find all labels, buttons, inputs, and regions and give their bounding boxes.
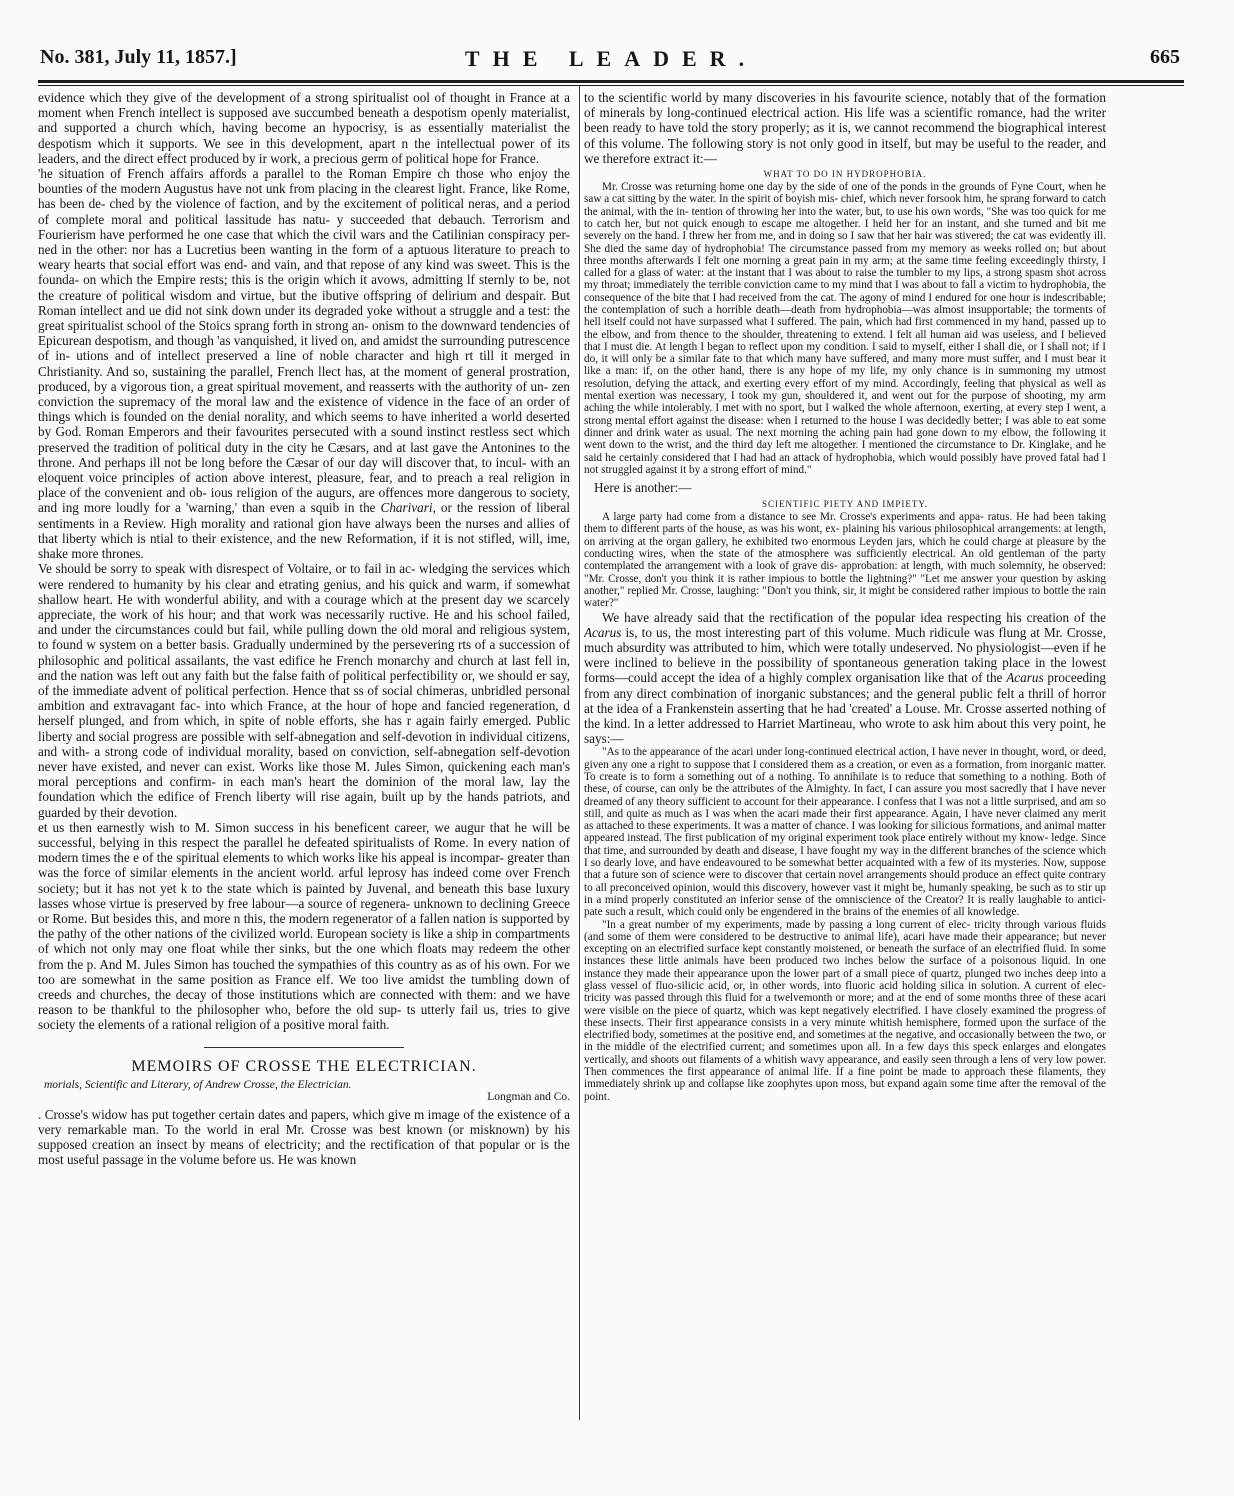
- left-column: [38, 90, 570, 1426]
- left-paragraph-2: [38, 166, 570, 561]
- right-column: [584, 90, 1106, 1426]
- left-paragraph-3: Ve should be sorry to speak with disrespect of Voltaire, or to fail in ac- wledging the services which were rendered to humanity by his clear and etrating genius, and his quick and warm, if somewhat shallow heart. He with wonderful ability, and with a courage which at the present day we scarcely appreciate, the work of his hour; and that work was necessarily ructive. He and his school failed, and under the circumstances could but fail, while pulling down the old moral and religious system, to found w system on a better basis. Gradually undermined by the persevering rts of a succession of philosophic and political assailants, the vast edifice he French monarchy and church at last fell in, and the nation was left out any faith but the false faith of political perfectibility or, we should er say, of the immediate advent of political perfection. Hence that ss of social chimeras, unbridled personal ambition and extravagant fac- into which France, at the hour of hope and fancied regeneration, d herself plunged, and from which, in spite of noble efforts, she has r again fairly emerged. Public liberty and social progress are possible with self-abnegation and self-devotion in individual citizens, and with- a strong code of individual morality, based on conviction, self-abnegation self-devotion never have existed, and never can exist. Works like those M. Jules Simon, quickening each man's moral perceptions and confirm- in each man's heart the dominion of the moral law, lay the foundation which the edifice of French liberty will rise again, built up by the hands patriots, and guarded by their devotion.: [38, 561, 570, 820]
- right-paragraph-2-b: is, to us, the most interesting part of this volume. Much ridicule was flung at Mr. Crosse, much absurdity was attributed to him, which were totally undeserved. No physiologist—even if he were inclined to believe in the possibility of spontaneous generation taking place in the lowest forms—could accept the idea of a highly complex organisation like that of the: [584, 624, 1106, 686]
- review-title: MEMOIRS OF CROSSE THE ELECTRICIAN.: [131, 1057, 477, 1075]
- page-number: 665: [1150, 46, 1180, 68]
- review-subtitle: morials, Scientific and Literary, of Andrew Crosse, the Electrician.: [44, 1078, 352, 1091]
- right-paragraph-2-a: We have already said that the rectification of the popular idea respecting his creation of the: [602, 609, 1106, 625]
- extract-hydrophobia: Mr. Crosse was returning home one day by the side of one of the ponds in the grounds of Fyne Court, when he saw a cat sitting by the water. In the spirit of boyish mis- chief, which never forsook him, he sprang forward to catch the animal, with the in- tention of throwing her into the water, but, to use his own words, "She was too quick for me to catch her, but not quick enough to escape me altogether. I held her for an instant, and she turned and bit me severely on the hand. I threw her from me, and in doing so I saw that her hair was stivered; the cat was evidently ill. She died the same day of hydrophobia! The circumstance passed from my memory as weeks rolled on; but about three months afterwards I felt one morning a great pain in my arm; at the same time feeling exceedingly thirsty, I called for a glass of water: at the instant that I was about to raise the tumbler to my lips, a strong spasm shot across my throat; immediately the terrible conviction came to my mind that I was about to fall a victim to hydrophobia, the consequence of the bite that I had received from the cat. The agony of mind I endured for one hour is indescribable; the contemplation of such a horrible death—death from hydrophobia—was almost insupportable; the torments of hell itself could not have surpassed what I suffered. The pain, which had first commenced in my hand, passed up to the elbow, and from thence to the shoulder, threatening to extend. I felt all human aid was useless, and I believed that I must die. At length I began to reflect upon my condition. I said to myself, either I shall die, or I shall not; if I do, it will only be a similar fate to that which many have suffered, and many more must suffer, and I must bear it like a man: if, on the other hand, there is any hope of my life, my only chance is in summoning my utmost resolution, defying the attack, and exerting every effort of my mind. Accordingly, feeling that physical as well as mental exertion was necessary, I took my gun, shouldered it, and went out for the purpose of shooting, my arm aching the while intolerably. I met with no sport, but I walked the whole afternoon, exerting, at every step I went, a strong mental effort against the disease: when I returned to the house I was decidedly better; I was able to eat some dinner and drink water as usual. The next morning the aching pain had gone down to my elbow, the following it went down to the wrist, and the third day left me altogether. I mentioned the circumstance to Dr. Kinglake, and he said he certainly considered that I had had an attack of hydrophobia, which would possibly have proved fatal had I not struggled against it by a strong effort of mind.": [584, 181, 1106, 476]
- issue-line: No. 381, July 11, 1857.]: [40, 46, 237, 68]
- left-paragraph-4: et us then earnestly wish to M. Simon success in his beneficent career, we augur that he will be successful, belying in this respect the parallel he defeated spiritualists of Rome. In every nation of modern times the e of the spiritual elements to which works like his appeal is incompar- greater than was the force of similar elements in the ancient world. arful leprosy has indeed come over French society; but it has not yet k to the state which is painted by Juvenal, and beneath this base luxury lasses whose virtue is preserved by free labour—a source of regenera- unknown to declining Greece or Rome. But besides this, and more n this, the modern regenerator of a fallen nation is supported by the pathy of the other nations of the civilized world. European society is like a ship in compartments of which not only may one float while ther sinks, but the one which floats may redeem the other from the p. And M. Jules Simon has touched the sympathies of this country as as of his own. For we too are somewhat in the same position as France elf. We too live amidst the tumbling down of creeds and churches, the decay of those institutions which are connected with them: and we have reason to be thankful to the philosopher who, before the old sup- ts utterly fail us, tries to give society the elements of a rational religion of a positive moral faith.: [38, 819, 570, 1033]
- charivari-italic: Charivari,: [380, 500, 436, 516]
- column-divider: [579, 86, 580, 1420]
- section-divider: [204, 1047, 404, 1048]
- right-paragraph-1: to the scientific world by many discoveries in his favourite science, notably that of the formation of minerals by long-continued electrical action. His life was a scientific romance, had the writer been ready to have told the story properly; as it is, we cannot recommend the biographical interest of this volume. The following story is not only good in itself, but may be useful to the reader, and we therefore extract it:—: [584, 90, 1106, 166]
- extract-heading-piety: SCIENTIFIC PIETY AND IMPIETY.: [761, 499, 928, 510]
- masthead-rule-thick: [38, 80, 1184, 83]
- acarus-italic-1: Acarus: [584, 624, 622, 640]
- newspaper-title: THE LEADER.: [464, 46, 758, 71]
- masthead-rule-thin: [38, 85, 1184, 86]
- extract-piety: A large party had come from a distance to see Mr. Crosse's experiments and appa- ratus. He had been taking them to different parts of the house, as was his wont, ex- plaining his various philosophical arrangements: at length, on arriving at the organ gallery, he exhibited two enormous Leyden jars, which he could charge at pleasure by the conducting wires, when the state of the atmosphere was sufficiently electrical. An old gentleman of the party contemplated the arrangement with a look of grave dis- approbation: at length, with much solemnity, he observed: "Mr. Crosse, don't you think it is rather impious to bottle the lightning?" "Let me answer your question by asking another," replied Mr. Crosse, laughing: "Don't you think, sir, it might be considered rather impious to bottle the rain water?": [584, 511, 1106, 610]
- left-paragraph-2-text: 'he situation of French affairs affords a parallel to the Roman Empire ch those who enjoy the bounties of the modern Augustus have not unk from placing in the clearest light. France, like Rome, has been de- ched by the violence of faction, and by the excitement of political neras, and a period of complete moral and political lassitude has natu- y succeeded that debauch. Terrorism and Fourierism have performed he one case that which the civil wars and the Catilinian conspiracy per- ned in the other: nor has a Lucretius been wanting in the form of a aptuous literature to preach to weary hearts that social effort was end- and vain, and that repose of any kind was sweet. This is the founda- on which the Empire rests; this is the origin which it avows, admitting lf sternly to be, not the creature of political wisdom and virtue, but the ibutive offspring of delirium and despair. But Roman intellect and ue did not sink down under its degraded yoke without a struggle and a test: the great spiritualist school of the Stoics sprang forth in strong an- onism to the downward tendencies of Epicurean despotism, and though 'as vanquished, it lived on, and amidst the surrounding putrescence of in- utions and of intellect preserved a line of noble character and high rt till it merged in Christianity. And so, sustaining the parallel, French llect has, at the moment of general prostration, produced, by a vigorous tion, a great spiritual movement, and reasserts with the authority of un- zen conviction the supremacy of the moral law and the existence of vidence in the face of an order of things which is founded on the denial norality, and which seems to have inherited a world deserted by God. Roman Emperors and their favourites persecuted with a sound instinct restless sect which preserved the tradition of political duty in the city he Cæsars, and at last gave the Antonines to the throne. And perhaps ill not be long before the Cæsar of our day will discover that, to incul- with an eloquent voice principles of action above interest, pleasure, fear, and to preach a real religion in place of the convenient and ob- ious religion of the augurs, are offences more dangerous to society, and ing more loudly for a 'warning,' than even a squib in the: [38, 166, 570, 516]
- here-is-another: Here is another:—: [594, 480, 692, 496]
- left-paragraph-1: evidence which they give of the development of a strong spiritualist ool of thought in France at a moment when French intellect is supposed ave succumbed beneath a despotism openly materialist, and supported a church which, having become an hypocrisy, is as essentially materialist the despotism which it supports. We see in this development, apart n the intellectual power of its leaders, and the direct effect produced by ir work, a precious germ of political hope for France.: [38, 90, 570, 166]
- acarus-italic-2: Acarus: [1006, 670, 1044, 686]
- left-paragraph-2-tail: or the ression of liberal sentiments in a Review. High morality and rational gion have always been the nurses and allies of that liberty which is ntial to their existence, and the new Reformation, if it is not stifled, will, ime, shake more thrones.: [38, 500, 570, 562]
- left-paragraph-5: . Crosse's widow has put together certain dates and papers, which give m image of the existence of a very remarkable man. To the world in eral Mr. Crosse was best known (or misknown) by his supposed creation an insect by means of electricity; and the rectification of that popular or is the most useful passage in the volume before us. He was known: [38, 1106, 570, 1168]
- review-publisher: Longman and Co.: [487, 1090, 570, 1103]
- extract-letter-1: "As to the appearance of the acari under long-continued electrical action, I have never in thought, word, or deed, given any one a right to suppose that I considered them as a creation, or even as a formation, from inorganic matter. To create is to form a something out of a nothing. To annihilate is to reduce that something to a nothing. Both of these, of course, can only be the attributes of the Almighty. In fact, I can assure you most sacredly that I have never dreamed of any theory sufficient to account for their appearance. I confess that I was not a little surprised, and am so still, and quite as much as I was when the acari made their first appearance. Again, I have never claimed any merit as attached to these experiments. It was a matter of chance. I was looking for silicious formations, and animal matter appeared instead. The first publication of my original experiment took place entirely without my know- ledge. Since that time, and surrounded by death and disease, I have fought my way in the different branches of the science which I so dearly love, and have endeavoured to be somewhat better acquainted with a few of its mysteries. Now, suppose that a future son of science were to discover that certain novel arrangements should produce an effect quite contrary to all preconceived opinion, would this discovery, however vast it might be, humanly speaking, be such as to stir up in a mind properly constituted an inferior sense of the omniscience of the Creator? It is really laughable to antici- pate such a result, which could only be engendered in the brains of the enemies of all knowledge.: [584, 746, 1106, 919]
- right-paragraph-2-c: proceeding from any direct combination of inorganic substances; and the general public felt a thrill of horror at the idea of a Frankenstein asserting that he had 'created' a Louse. Mr. Crosse asserted nothing of the kind. In a letter addressed to Harriet Martineau, who wrote to ask him about this very point, he says:—: [584, 670, 1106, 747]
- extract-heading-hydrophobia: WHAT TO DO IN HYDROPHOBIA.: [763, 169, 927, 180]
- extract-letter-2: "In a great number of my experiments, made by passing a long current of elec- tricity through various fluids (and some of them were considered to be destructive to animal life), acari have made their appearance; but never excepting on an electrified surface kept constantly moistened, or beneath the surface of an electrified fluid. In some instances these little animals have been produced two inches below the surface of a poisonous liquid. In one instance they made their appearance upon the lower part of a small piece of quartz, plunged two inches deep into a glass vessel of fluo-silicic acid, or, in other words, into fluoric acid holding silica in solution. A current of elec- tricity was passed through this fluid for a twelvemonth or more; and at the end of some months three of these acari were visible on the piece of quartz, which was kept negatively electrified. I have closely examined the progress of these insects. Their first appearance consists in a very minute whitish hemisphere, formed upon the surface of the electrified body, sometimes at the positive end, and sometimes at the negative, and occasionally between the two, or in the middle of the electrified current; and sometimes upon all. In a few days this speck enlarges and elongates vertically, and shoots out filaments of a whitish wavy appearance, and easily seen through a lens of very low power. Then commences the first appearance of animal life. If a fine point be made to approach these filaments, they immediately shrink up and collapse like zoophytes upon moss, but expand again some time after the removal of the point.: [584, 918, 1106, 1103]
- right-paragraph-2: [584, 610, 1106, 747]
